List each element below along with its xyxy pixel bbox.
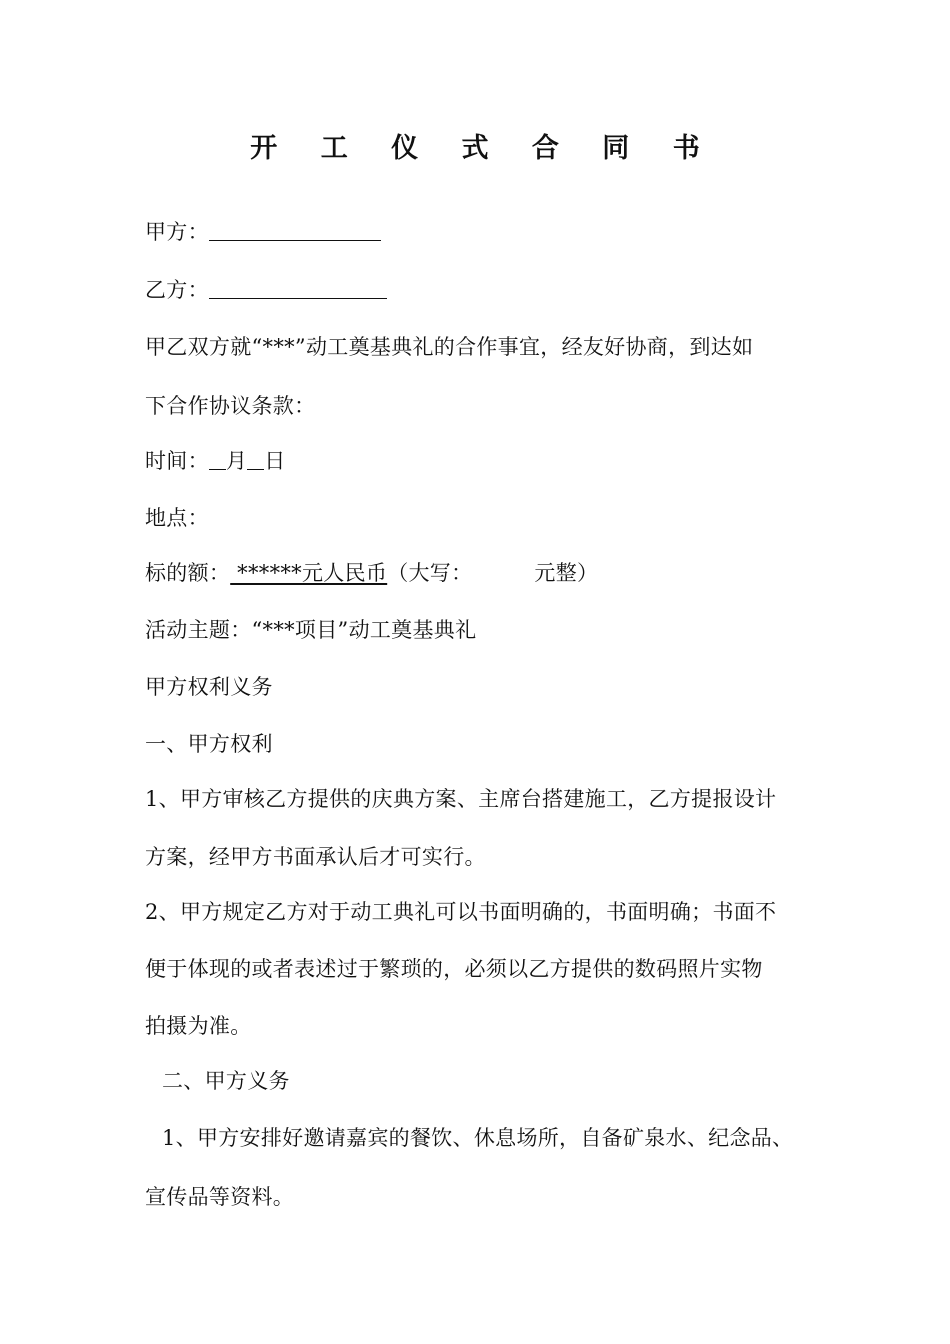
time-line xyxy=(145,445,286,475)
rights-item-1-line-2: 方案，经甲方书面承认后才可实行。 xyxy=(145,845,486,869)
place-label: 地点： xyxy=(145,506,209,530)
amount-label: 标的额： xyxy=(145,561,231,585)
time-month: 月 xyxy=(225,449,248,473)
rights-item-2-line-2: 便于体现的或者表述过于繁琐的，必须以乙方提供的数码照片实物 xyxy=(145,957,763,981)
party-b-label: 乙方： xyxy=(145,278,209,302)
section-heading: 甲方权利义务 xyxy=(145,675,273,699)
amount-daxie-open: （大写： xyxy=(387,561,473,585)
duties-heading: 二、甲方义务 xyxy=(162,1069,290,1093)
amount-line xyxy=(145,557,598,587)
theme-line: 活动主题：“***项目”动工奠基典礼 xyxy=(145,618,477,642)
day-blank xyxy=(247,449,264,470)
rights-item-2-line-3: 拍摄为准。 xyxy=(145,1014,252,1038)
amount-daxie-close: 元整） xyxy=(534,561,599,585)
time-label: 时间： xyxy=(145,449,209,473)
rights-heading: 一、甲方权利 xyxy=(145,732,273,756)
intro-line-1: 甲乙双方就“***”动工奠基典礼的合作事宜，经友好协商，到达如 xyxy=(145,335,754,359)
amount-value: ******元人民币 xyxy=(230,561,388,585)
rights-item-2-line-1: 2、甲方规定乙方对于动工典礼可以书面明确的，书面明确；书面不 xyxy=(145,900,777,924)
page-title: 开 工 仪 式 合 同 书 xyxy=(250,133,717,164)
duties-item-1-line-2: 宣传品等资料。 xyxy=(145,1185,295,1209)
time-day: 日 xyxy=(264,449,286,473)
party-b-blank xyxy=(209,278,387,299)
party-a-blank xyxy=(209,220,381,241)
party-b-line xyxy=(145,274,387,304)
month-blank xyxy=(209,449,226,470)
party-a-label: 甲方： xyxy=(145,220,209,244)
intro-line-2: 下合作协议条款： xyxy=(145,394,316,418)
rights-item-1-line-1: 1、甲方审核乙方提供的庆典方案、主席台搭建施工，乙方提报设计 xyxy=(145,787,777,811)
party-a-line xyxy=(145,216,381,246)
duties-item-1-line-1: 1、甲方安排好邀请嘉宾的餐饮、休息场所，自备矿泉水、纪念品、 xyxy=(162,1126,794,1150)
